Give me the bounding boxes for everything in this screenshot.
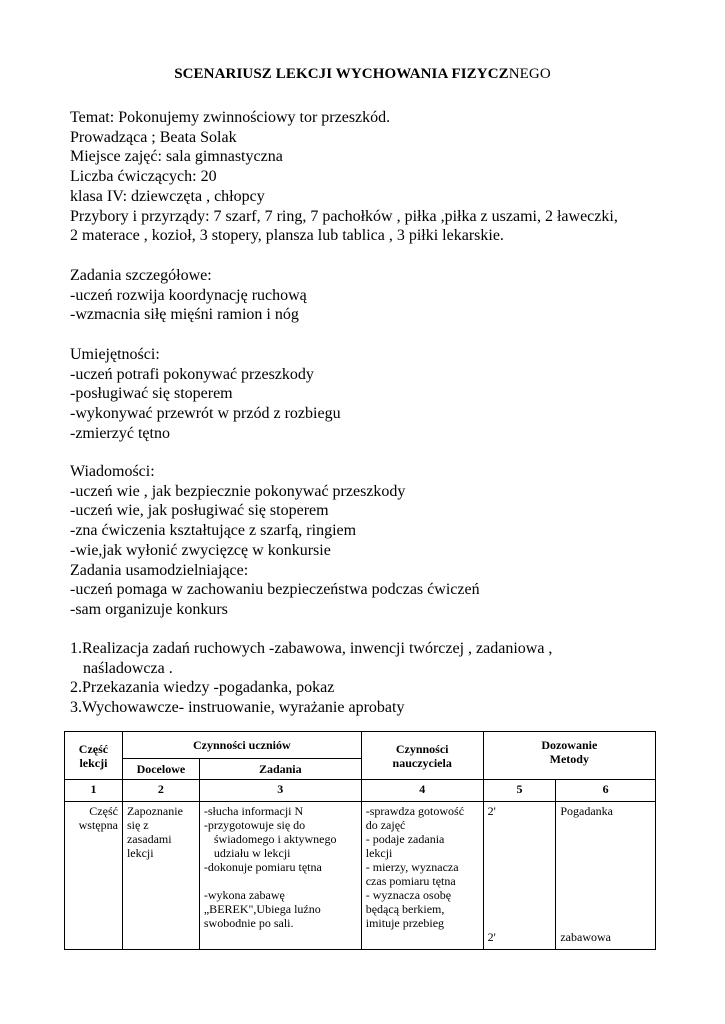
col-number: 5 <box>483 780 556 802</box>
header-docelowe: Docelowe <box>122 759 199 780</box>
info-line: Temat: Pokonujemy zwinnościowy tor przeszkód. <box>70 109 391 126</box>
list-item: 1.Realizacja zadań ruchowych -zabawowa, inwencji twórczej , zadaniowa , <box>70 640 553 657</box>
list-item: -zna ćwiczenia kształtujące z szarfą, ringiem <box>70 522 357 540</box>
col-number: 4 <box>361 780 483 802</box>
header-dozowanie: Dozowanie Metody <box>483 732 655 780</box>
info-line: klasa IV: dziewczęta , chłopcy <box>70 187 265 205</box>
cell-nauczyciel: -sprawdza gotowość do zajęć - podaje zadania lekcji - mierzy, wyznacza czas pomiaru tętna - wyznacza osobę będącą berkiem, imituje przebieg <box>361 802 483 950</box>
info-line: Liczba ćwiczących: 20 <box>70 168 217 186</box>
list-item: -uczeń wie, jak posługiwać się stoperem <box>70 502 329 520</box>
section-header: Umiejętności: <box>70 346 160 363</box>
list-item: -uczeń pomaga w zachowaniu bezpieczeństwa podczas ćwiczeń <box>70 581 480 599</box>
section-header: Zadania usamodzielniające: <box>70 561 249 579</box>
umiejetnosci-section <box>70 345 670 444</box>
col-number: 3 <box>199 780 361 802</box>
table-row <box>65 780 656 802</box>
wiadomosci-section <box>70 462 670 620</box>
list-item: -zmierzyć tętno <box>70 424 170 442</box>
header-zadania: Zadania <box>199 759 361 780</box>
section-header: Wiadomości: <box>70 463 155 480</box>
list-item: -uczeń wie , jak bezpiecznie pokonywać przeszkody <box>70 482 406 500</box>
page-title: SCENARIUSZ LEKCJI WYCHOWANIA FIZYCZNEGO <box>174 66 551 82</box>
cell-czesc: Część wstępna <box>65 802 123 950</box>
info-line: Przybory i przyrządy: 7 szarf, 7 ring, 7 pachołków , piłka ,piłka z uszami, 2 ławeczki, <box>70 207 618 225</box>
zadania-section <box>70 266 670 325</box>
list-item: -sam organizuje konkurs <box>70 600 228 618</box>
list-item: -wie,jak wyłonić zwycięzcę w konkursie <box>70 541 331 559</box>
header-czynnosci-nauczyciela: Czynności nauczyciela <box>361 732 483 780</box>
list-item: naśladowcza . <box>83 659 173 677</box>
section-header: Zadania szczegółowe: <box>70 267 212 284</box>
header-czynnosci-uczniow: Czynności uczniów <box>122 732 361 759</box>
header-czesc: Część lekcji <box>65 732 123 780</box>
cell-dozowanie: 2' 2' <box>483 802 556 950</box>
list-item: 3.Wychowawcze- instruowanie, wyrażanie aprobaty <box>70 699 405 717</box>
info-line: Miejsce zajęć: sala gimnastyczna <box>70 148 283 166</box>
list-item: -uczeń rozwija koordynację ruchową <box>70 286 307 304</box>
list-item: -wykonywać przewrót w przód z rozbiegu <box>70 405 341 423</box>
col-number: 2 <box>122 780 199 802</box>
cell-zadania: -słucha informacji N -przygotowuje się do świadomego i aktywnego udziału w lekcji -dokonuje pomiaru tętna -wykona zabawę „BEREK",Ubiega luźno swobodnie po sali. <box>199 802 361 950</box>
cell-docelowe: Zapoznanie się z zasadami lekcji <box>122 802 199 950</box>
list-item: -wzmacnia siłę mięśni ramion i nóg <box>70 306 299 324</box>
cell-metody: Pogadanka zabawowa <box>556 802 656 950</box>
col-number: 6 <box>556 780 656 802</box>
lesson-info <box>70 108 670 246</box>
list-item: -posługiwać się stoperem <box>70 385 233 403</box>
list-item: 2.Przekazania wiedzy -pogadanka, pokaz <box>70 679 335 697</box>
info-line: 2 materace , kozioł, 3 stopery, plansza lub tablica , 3 piłki lekarskie. <box>70 227 504 245</box>
col-number: 1 <box>65 780 123 802</box>
list-item: -uczeń potrafi pokonywać przeszkody <box>70 365 314 383</box>
info-line: Prowadząca ; Beata Solak <box>70 128 237 146</box>
lesson-table <box>64 731 656 950</box>
metody-section <box>70 639 670 718</box>
table-row <box>65 802 656 950</box>
